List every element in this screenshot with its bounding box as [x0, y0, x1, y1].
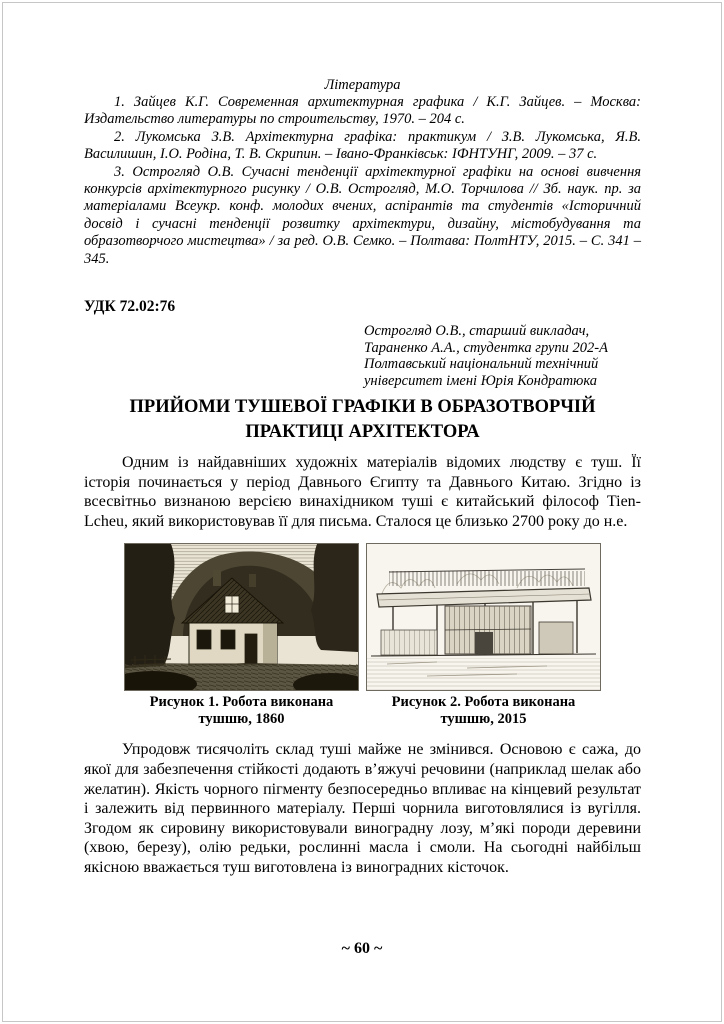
figure-2	[366, 543, 601, 727]
figure-2-image	[366, 543, 601, 691]
figure-1-image	[124, 543, 359, 691]
article-title: ПРИЙОМИ ТУШЕВОЇ ГРАФІКИ В ОБРАЗОТВОРЧІЙ ПРАКТИЦІ АРХІТЕКТОРА	[129, 397, 596, 442]
udk-code: УДК 72.02:76	[84, 298, 176, 316]
author-block	[364, 323, 641, 389]
reference-item-1: 1. Зайцев К.Г. Современная архитектурная графика / К.Г. Зайцев. – Москва: Издательство литературы по строительству, 1970. – 204 с.	[84, 94, 641, 128]
reference-item-2: 2. Лукомська З.В. Архітектурна графіка: практикум / З.В. Лукомська, Я.В. Василишин, І.О. Родіна, Т. В. Скрипин. – Івано-Франківськ: ІФНТУНГ, 2009. – 37 с.	[84, 128, 641, 163]
paragraph-2: Упродовж тисячоліть склад туші майже не змінився. Основою є сажа, до якої для забезпечення стійкості додають в’яжучі речовини (наприклад шелак або желатин). Якість чорного пігменту безпосередньо впливає на кінцевий результат і залежить від первинного матеріалу. Перші чорнила виготовлялися із вугілля. Згодом як сировину використовували виноградну лозу, м’які породи деревини (хвою, березу), олію редьки, рослинні масла і смоли. На сьогодні найбільш якісною вважається туш виготовлена із виноградних кісточок.	[84, 741, 641, 876]
figures-row	[84, 543, 641, 727]
author-line-2: Тараненко А.А., студентка групи 202-А	[364, 339, 608, 356]
literature-heading: Література	[324, 77, 401, 93]
reference-item-3: 3. Острогляд О.В. Сучасні тенденції архітектурної графіки на основі вивчення конкурсів архітектурного рисунку / О.В. Острогляд, М.О. Торчилова // Зб. наук. пр. за матеріалами Всеукр. конф. молодих вчених, аспірантів та студентів «Історичний досвід і сучасні тенденції розвитку архітектури, дизайну, містобудування та образотворчого мистецтва» / за ред. О.В. Семко. – Полтава: ПолтНТУ, 2015. – С. 341 – 345.	[84, 163, 641, 267]
author-line-1: Острогляд О.В., старший викладач,	[364, 323, 590, 340]
author-line-4: університет імені Юрія Кондратюка	[364, 372, 598, 389]
document-page	[84, 76, 641, 878]
figure-1-caption: Рисунок 1. Робота виконана тушшю, 1860	[149, 694, 334, 727]
page-number: ~ 60 ~	[341, 940, 383, 957]
literature-section	[84, 76, 641, 268]
figure-2-caption: Рисунок 2. Робота виконана тушшю, 2015	[391, 694, 576, 727]
figure-1	[124, 543, 359, 727]
author-line-3: Полтавський національний технічний	[364, 356, 599, 373]
paragraph-1: Одним із найдавніших художніх матеріалів відомих людству є туш. Її історія починається у період Давнього Єгипту та Давнього Китаю. Згідно із всесвітньо визнаною версією винахідником туші є китайський філософ Tien-Lcheu, який використовував її для письма. Сталося це близько 2700 року до н.е.	[84, 454, 641, 530]
